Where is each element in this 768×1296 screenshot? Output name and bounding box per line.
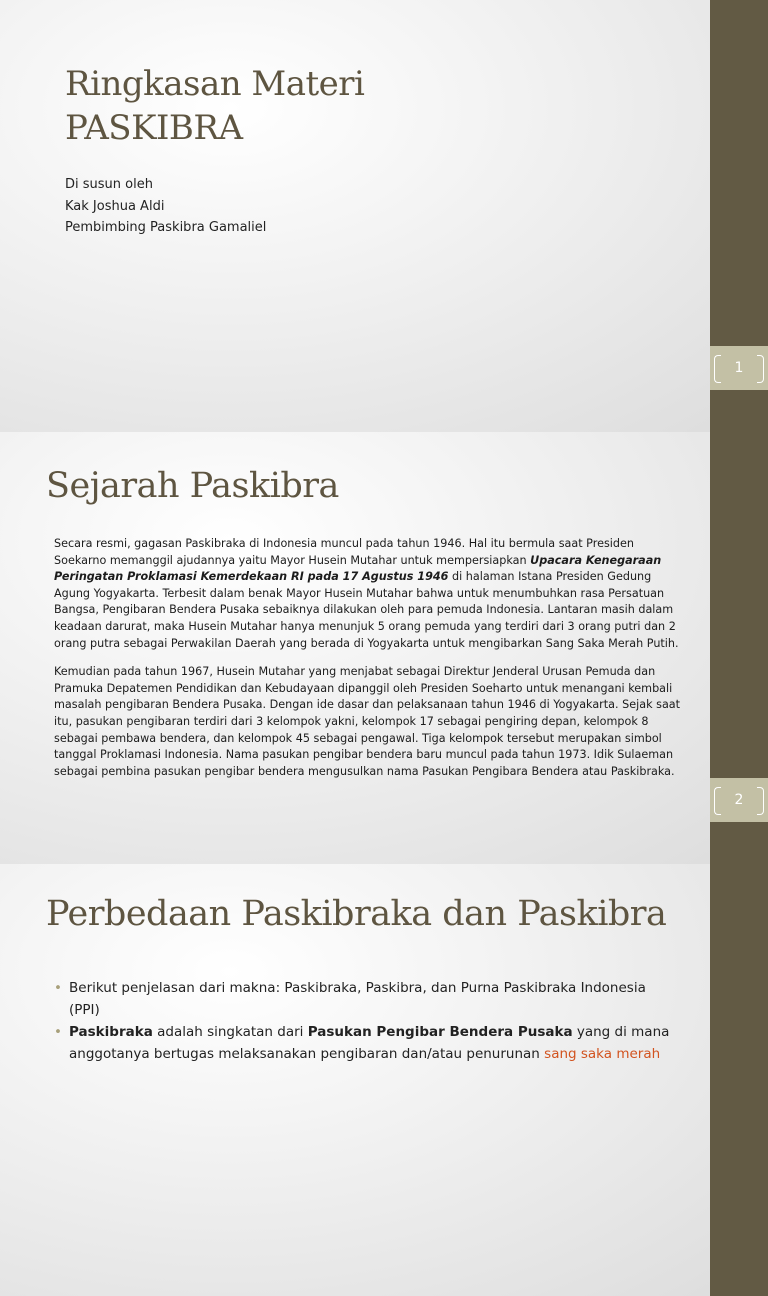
slide-2: [0, 432, 768, 864]
bold-text: Paskibraka: [69, 1024, 153, 1040]
bold-text: Pasukan Pengibar Bendera Pusaka: [307, 1024, 573, 1040]
page-number-tab: [710, 778, 768, 822]
slide-title: Sejarah Paskibra: [46, 466, 339, 506]
page-number-tab: [710, 346, 768, 390]
paragraph-text: Secara resmi, gagasan Paskibraka di Indonesia muncul pada tahun 1946. Hal itu bermula saat Presiden Soekarno memanggil ajudannya yaitu Mayor Husein Mutahar untuk mempersiapkan: [54, 537, 634, 567]
list-item: [52, 1021, 672, 1065]
item-text: adalah singkatan dari: [152, 1024, 308, 1040]
slide-1: [0, 0, 768, 432]
paragraph-text: di halaman Istana Presiden Gedung Agung Yogyakarta. Terbesit dalam benak Mayor Husein Mutahar bahwa untuk menumbuhkan rasa Persatuan Bangsa, Pengibaran Bendera Pusaka sebaiknya dilakukan oleh para pemuda Indonesia. Lantaran masih dalam keadaan darurat, maka Husein Mutahar hanya menunjuk 5 orang pemuda yang terdiri dari 3 orang putri dan 2 orang putra sebagai Perwakilan Daerah yang berada di Yogyakarta untuk mengibarkan Sang Saka Merah Putih.: [54, 570, 679, 650]
slide-title: Perbedaan Paskibraka dan Paskibra: [46, 894, 667, 934]
subtitle-line: Di susun oleh: [65, 177, 153, 192]
highlight-link[interactable]: sang saka merah: [544, 1046, 661, 1062]
subtitle-line: Pembimbing Paskibra Gamaliel: [65, 220, 267, 235]
subtitle-line: Kak Joshua Aldi: [65, 198, 165, 214]
title-line-1: Ringkasan Materi: [65, 64, 365, 104]
page-number: 2: [734, 792, 744, 808]
paragraph-2: Kemudian pada tahun 1967, Husein Mutahar yang menjabat sebagai Direktur Jenderal Urusan Pemuda dan Pramuka Depatemen Pendidikan dan Kebudayaan dipanggil oleh Presiden Soeharto untuk menangani kembali masalah pengibaran Bendera Pusaka. Dengan ide dasar dan pelaksanaan tahun 1946 di Yogyakarta. Sejak saat itu, pasukan pengibaran terdiri dari 3 kelompok yakni, kelompok 17 sebagai pengiring depan, kelompok 8 sebagai pembawa bendera, dan kelompok 45 sebagai pengawal. Tiga kelompok tersebut merupakan simbol tanggal Proklamasi Indonesia. Nama pasukan pengibar bendera baru muncul pada tahun 1973. Idik Sulaeman sebagai pembina pasukan pengibar bendera mengusulkan nama Pasukan Pengibara Bendera atau Paskibraka.: [54, 665, 681, 778]
page-number: 1: [734, 360, 744, 376]
left-bracket-icon: [714, 355, 721, 383]
paragraph-1: [54, 536, 684, 652]
emphasis-text: Upacara Kenegaraan Peringatan Proklamasi Kemerdekaan RI pada 17 Agustus 1946: [54, 553, 662, 584]
bullet-list: [52, 977, 672, 1065]
slide-title: [65, 62, 665, 150]
item-text: yang di mana anggotanya bertugas melaksanakan pengibaran dan/atau penurunan: [69, 1024, 670, 1062]
title-line-2: PASKIBRA: [65, 108, 243, 148]
list-item: • Berikut penjelasan dari makna: Paskibraka, Paskibra, dan Purna Paskibraka Indonesia (PPI): [52, 977, 672, 1021]
sidebar-bar: [710, 864, 768, 1296]
slide-subtitle: [65, 174, 266, 239]
slide-body: [54, 536, 684, 792]
left-bracket-icon: [714, 787, 721, 815]
right-bracket-icon: [757, 355, 764, 383]
slide-3: [0, 864, 768, 1296]
right-bracket-icon: [757, 787, 764, 815]
